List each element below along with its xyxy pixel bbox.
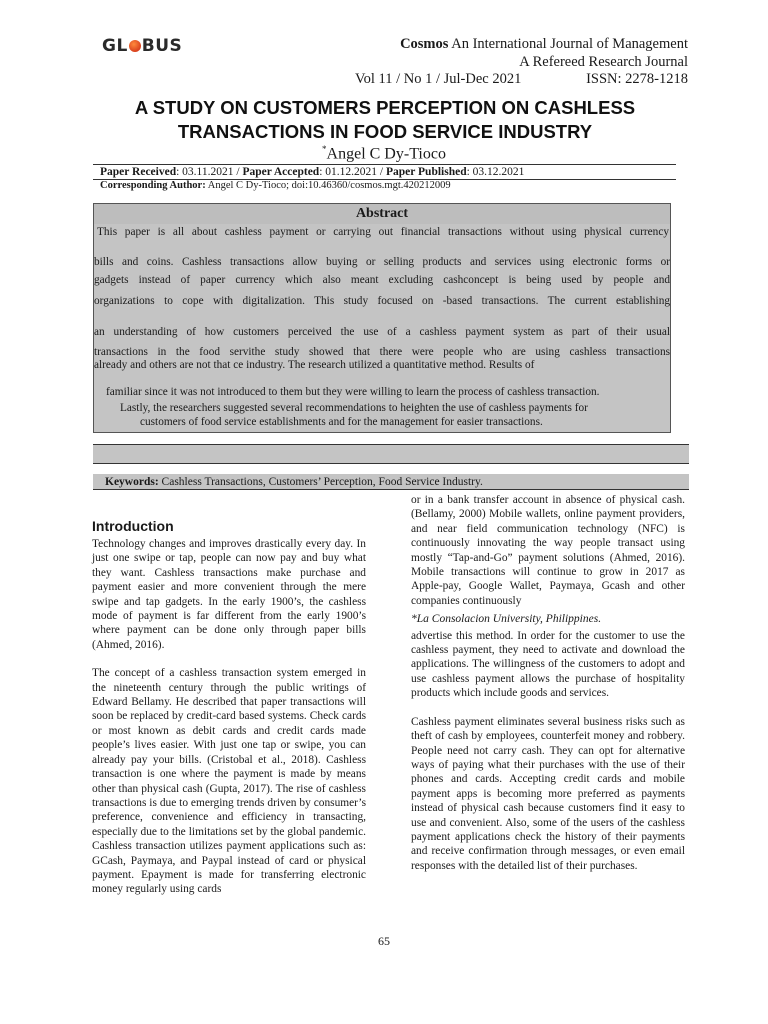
journal-name: Cosmos xyxy=(400,36,449,52)
title-line-2: TRANSACTIONS IN FOOD SERVICE INDUSTRY xyxy=(177,121,593,142)
abstract-line-9: Lastly, the researchers suggested several recommendations to heighten the use of cashless payments for xyxy=(120,402,588,414)
title-line-1: A STUDY ON CUSTOMERS PERCEPTION ON CASHLESS xyxy=(134,97,636,118)
journal-description: An International Journal of Management xyxy=(448,36,688,52)
corr-label: Corresponding Author: xyxy=(100,180,206,191)
abstract-line-2: bills and coins. Cashless transactions allow buying or selling products and services using electronic forms or xyxy=(94,256,670,268)
accepted-label: Paper Accepted xyxy=(242,166,320,178)
abstract-body xyxy=(93,224,671,433)
received-label: Paper Received xyxy=(100,166,177,178)
journal-header xyxy=(400,35,688,71)
right-column xyxy=(411,493,685,887)
paper-dates xyxy=(100,166,524,178)
abstract-line-1: This paper is all about cashless payment or carrying out financial transactions without using physical currency xyxy=(97,226,669,238)
left-column xyxy=(92,537,366,911)
page-number: 65 xyxy=(378,934,390,948)
article-title xyxy=(90,96,680,144)
rule-top xyxy=(93,164,676,165)
keywords-label: Keywords: xyxy=(105,476,159,488)
logo-text-start: GL xyxy=(102,36,128,56)
intro-paragraph-2: The concept of a cashless transaction system emerged in the nineteenth century through the public writings of Edward Bellamy. He described that paper transactions will soon be replaced by credit-card based systems. Check cards or most known as debit cards and credit cards made people’s lives easier. With just one tap or swipe, you can already pay your bills. (Cristobal et al., 2018). Cashless transaction is one where the payment is made by means other than physical cash (Gupta, 2017). The rise of cashless transactions is due to emerging trends driven by consumer’s preference, convenience and efficiency in transacting, especially due to the limitations set by the global pandemic. Cashless transaction utilizes payment applications such as: GCash, Paymaya, and Paypal instead of card or physical payment. Epayment is made for transferring electronic money regularly using cards xyxy=(92,667,366,896)
logo-text-end: BUS xyxy=(141,36,183,56)
abstract-line-6: transactions in the food servithe study showed that there were people who are using cashless transactions xyxy=(94,346,670,358)
keywords xyxy=(93,474,689,490)
right-paragraph-1: or in a bank transfer account in absence of physical cash. (Bellamy, 2000) Mobile wallets, online payment providers, and near field communication technology (NFC) is continuously innovating the way people transact using mostly “Tap-and-Go” payment solutions (Ahmed, 2016). Mobile transactions will continue to grow in 2017 as Apple-pay, Google Wallet, Paymaya, Gcash and other companies continuously xyxy=(411,494,685,607)
keywords-text: Cashless Transactions, Customers’ Perception, Food Service Industry. xyxy=(158,476,483,488)
abstract-line-4: organizations to cope with digitalization. This study focused on -based transactions. The current establishing xyxy=(94,295,670,307)
abstract-line-3: gadgets instead of paper currency which also meant excluding cashconcept is being used by people and xyxy=(94,274,670,286)
corresponding-author xyxy=(100,180,451,191)
published-label: Paper Published xyxy=(385,166,467,178)
received-date: : 03.11.2021 / xyxy=(176,166,243,178)
abstract-heading: Abstract xyxy=(93,203,671,225)
author-mark: * xyxy=(322,144,327,154)
right-paragraph-3: Cashless payment eliminates several business risks such as theft of cash by employees, counterfeit money and robbery. People need not carry cash. They can opt for alternative ways of paying what their purchases with the use of their phones and cards. Accepting credit cards and mobile payment apps is becoming more preferred as payments instead of physical cash because customers find it easy to use and convenient. Also, some of the users of the cashless payment applications check the history of their payments and receive confirmation through messages, or even email responses with the detailed list of their purchases. xyxy=(411,715,685,872)
journal-subtitle: A Refereed Research Journal xyxy=(519,54,688,70)
introduction-heading: Introduction xyxy=(92,518,174,534)
corr-text: Angel C Dy-Tioco; doi:10.46360/cosmos.mgt.420212009 xyxy=(205,180,451,191)
abstract-line-10: customers of food service establishments and for the management for easier transactions. xyxy=(140,416,543,428)
author-line xyxy=(0,144,768,163)
logo-globe-icon xyxy=(129,40,141,52)
abstract-line-7: already and others are not that ce industry. The research utilized a quantitative method. Results of xyxy=(94,359,535,371)
intro-paragraph-1: Technology changes and improves drastically every day. In just one swipe or tap, people can now pay and buy what they want. Cashless transactions make purchase and payment easier and more convenient through the mere swipe and tap gadgets. In the early 1900’s, the cashless mode of payment is far different from the early 1900’s where payment can be done only through paper bills (Ahmed, 2016). xyxy=(92,538,366,651)
issn: ISSN: 2278-1218 xyxy=(586,71,688,87)
right-paragraph-2: advertise this method. In order for the customer to use the cashless payment, they need to activate and download the applications. The willingness of the customers to adopt and use cashless payment allows the purchase of hospitality products which include goods and services. xyxy=(411,629,685,700)
journal-logo xyxy=(102,36,182,56)
published-date: : 03.12.2021 xyxy=(466,166,525,178)
author-name: Angel C Dy-Tioco xyxy=(326,145,446,163)
author-affiliation: *La Consolacion University, Philippines. xyxy=(411,613,602,626)
abstract-line-5: an understanding of how customers perceived the use of a cashless payment system as part of their usual xyxy=(94,326,670,338)
volume-row xyxy=(355,71,688,88)
separator-band xyxy=(93,444,689,464)
accepted-date: : 01.12.2021 / xyxy=(319,166,386,178)
abstract-line-8: familiar since it was not introduced to them but they were willing to learn the process of cashless transaction. xyxy=(106,386,600,398)
volume-info: Vol 11 / No 1 / Jul-Dec 2021 xyxy=(355,71,522,87)
